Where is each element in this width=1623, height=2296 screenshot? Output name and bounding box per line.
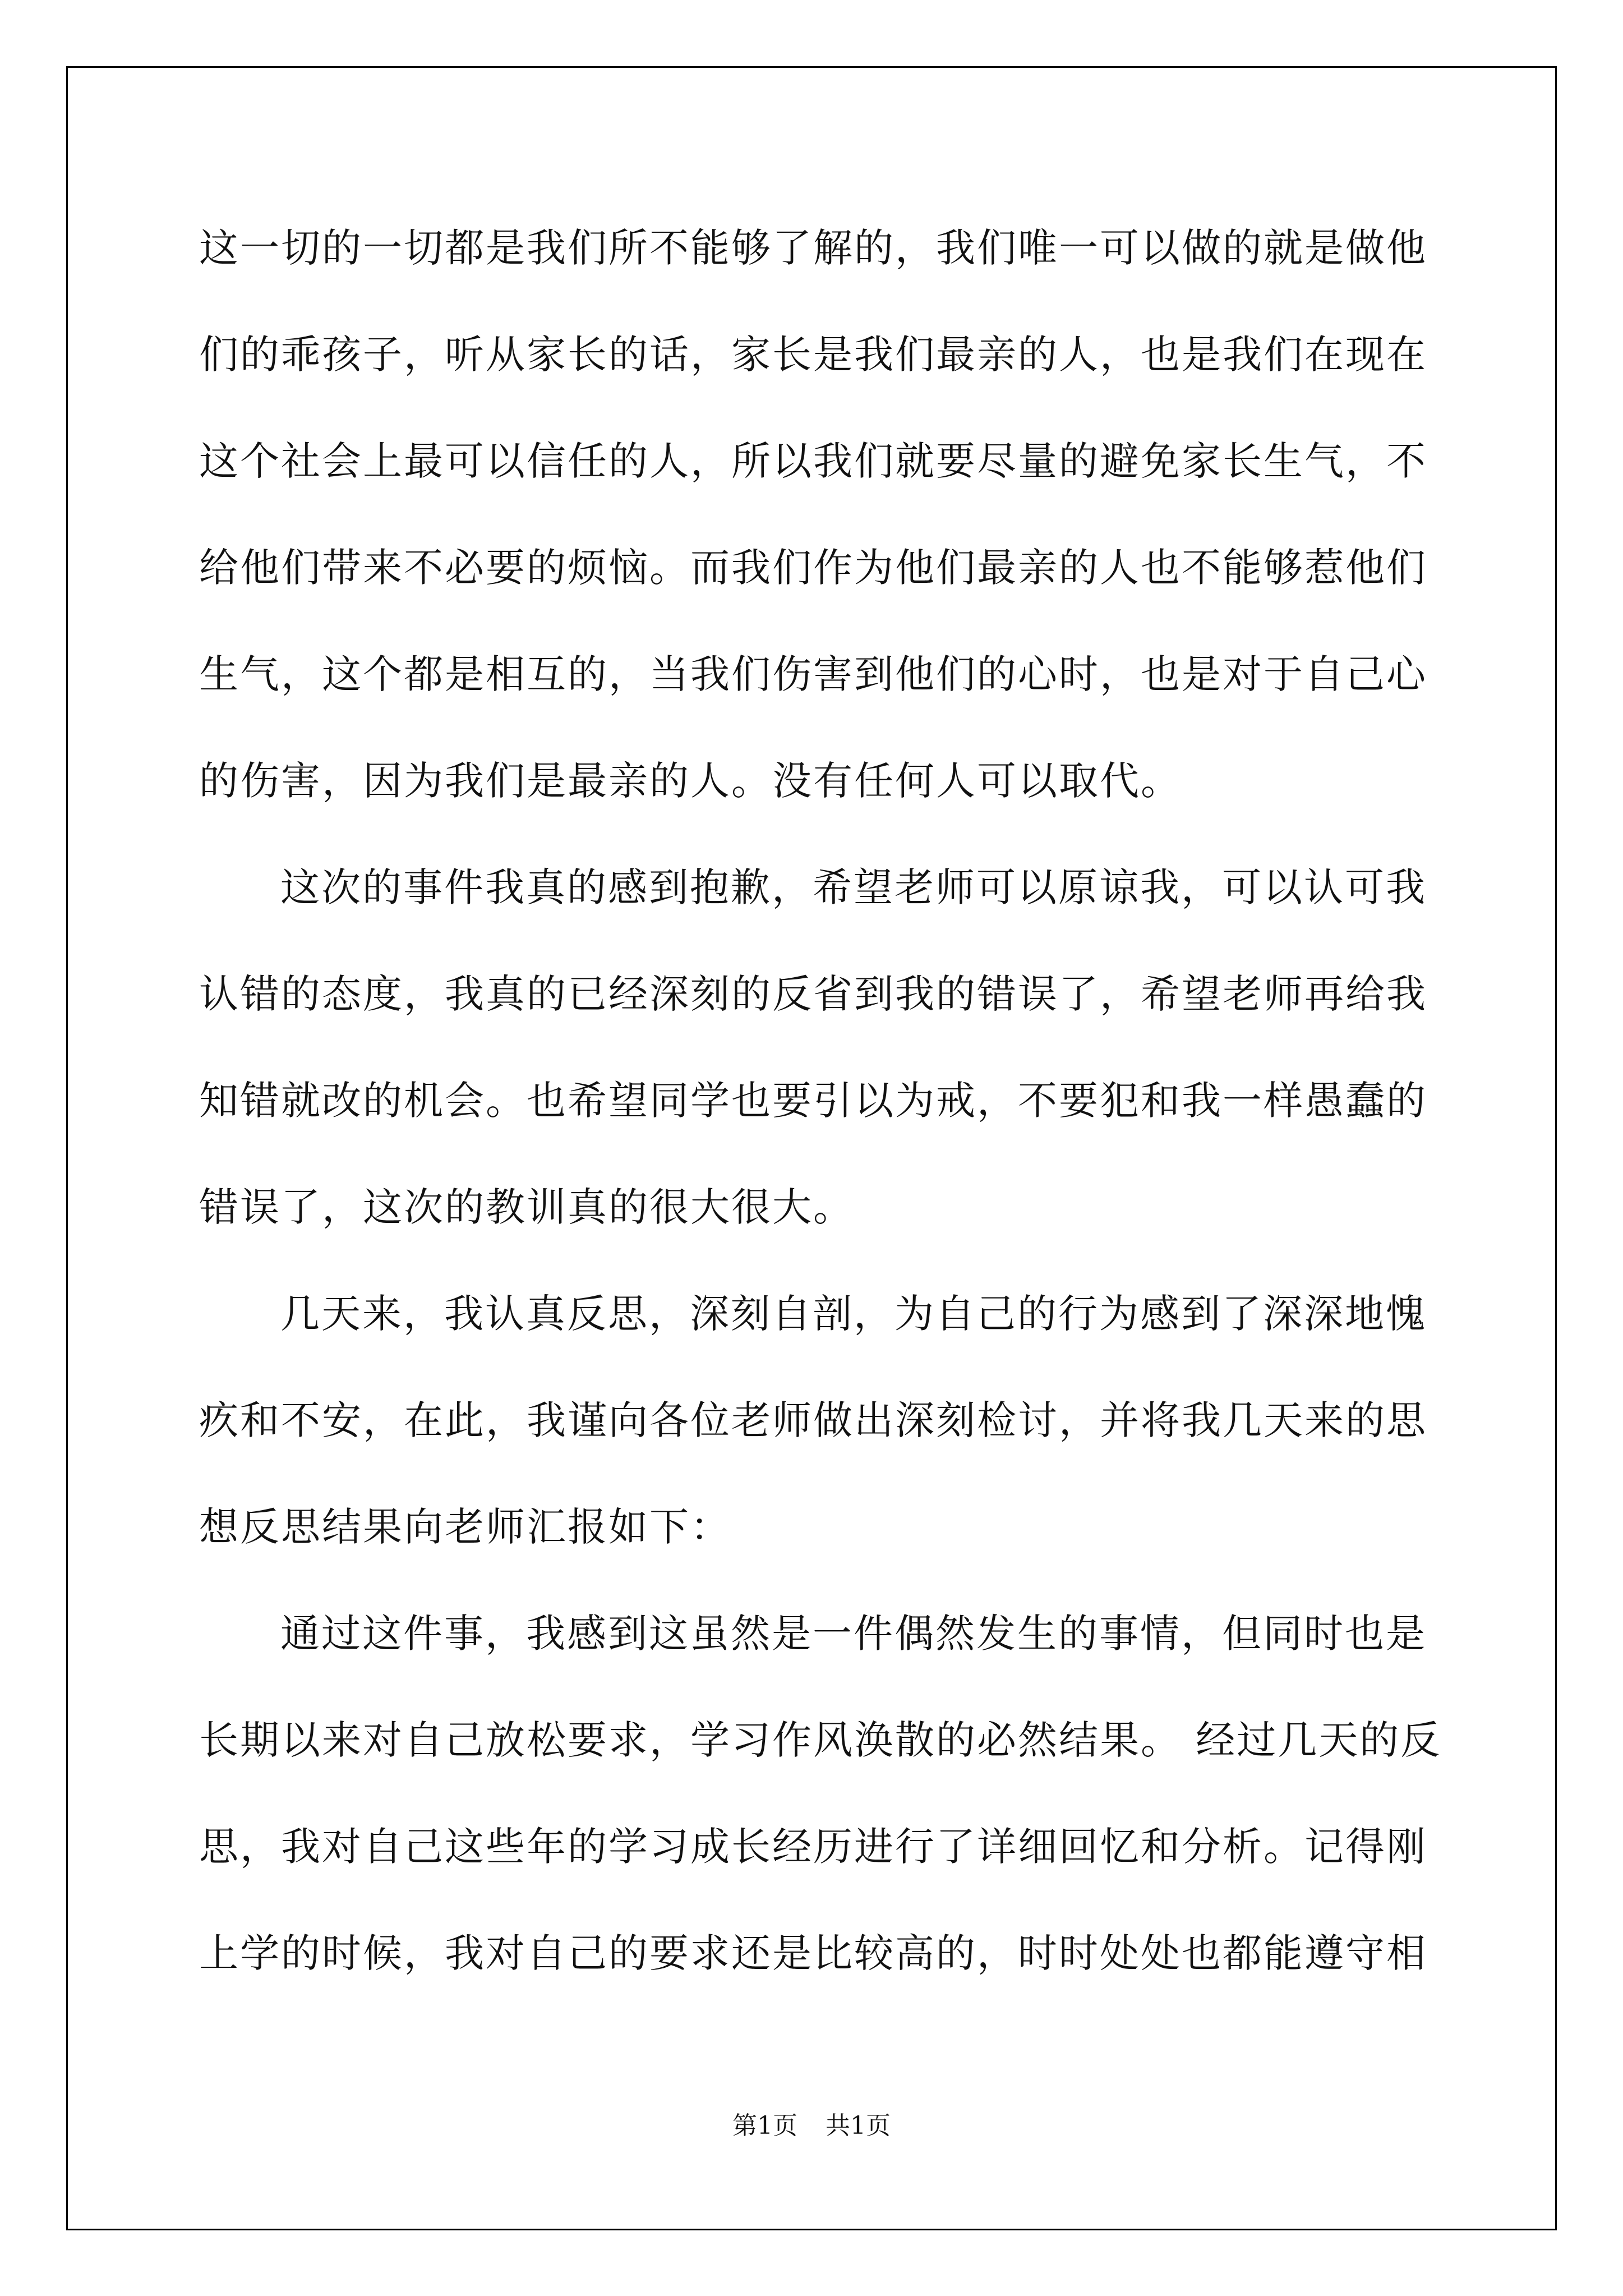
- text-line: 们的乖孩子，听从家长的话，家长是我们最亲的人，也是我们在现在: [199, 332, 1427, 378]
- text-line: 错误了，这次的教训真的很大很大。: [199, 1184, 854, 1230]
- text-line: 这个社会上最可以信任的人，所以我们就要尽量的避免家长生气，不: [199, 438, 1427, 484]
- page-footer: [0, 2109, 1623, 2143]
- text-line: 疚和不安，在此，我谨向各位老师做出深刻检讨，并将我几天来的思: [199, 1397, 1427, 1443]
- page-number-total: 共1页: [826, 2111, 891, 2140]
- text-line: 的伤害，因为我们是最亲的人。没有任何人可以取代。: [199, 758, 1182, 804]
- text-line: 知错就改的机会。也希望同学也要引以为戒，不要犯和我一样愚蠢的: [199, 1078, 1427, 1124]
- text-line: 长期以来对自己放松要求，学习作风涣散的必然结果。 经过几天的反: [199, 1717, 1442, 1763]
- text-line: 上学的时候，我对自己的要求还是比较高的，时时处处也都能遵守相: [199, 1930, 1427, 1976]
- text-line: 认错的态度，我真的已经深刻的反省到我的错误了，希望老师再给我: [199, 971, 1427, 1017]
- text-line: 几天来，我认真反思，深刻自剖，为自己的行为感到了深深地愧: [280, 1291, 1427, 1337]
- text-line: 给他们带来不必要的烦恼。而我们作为他们最亲的人也不能够惹他们: [199, 545, 1427, 591]
- text-line: 生气，这个都是相互的，当我们伤害到他们的心时，也是对于自己心: [199, 651, 1427, 697]
- text-line: 这次的事件我真的感到抱歉，希望老师可以原谅我，可以认可我: [280, 864, 1427, 910]
- text-line: 这一切的一切都是我们所不能够了解的，我们唯一可以做的就是做他: [199, 225, 1427, 271]
- text-line: 想反思结果向老师汇报如下：: [199, 1504, 731, 1550]
- text-line: 思，我对自己这些年的学习成长经历进行了详细回忆和分析。记得刚: [199, 1824, 1427, 1870]
- page-frame: [66, 66, 1557, 2230]
- page-number-current: 第1页: [732, 2111, 797, 2140]
- text-line: 通过这件事，我感到这虽然是一件偶然发生的事情，但同时也是: [280, 1611, 1427, 1657]
